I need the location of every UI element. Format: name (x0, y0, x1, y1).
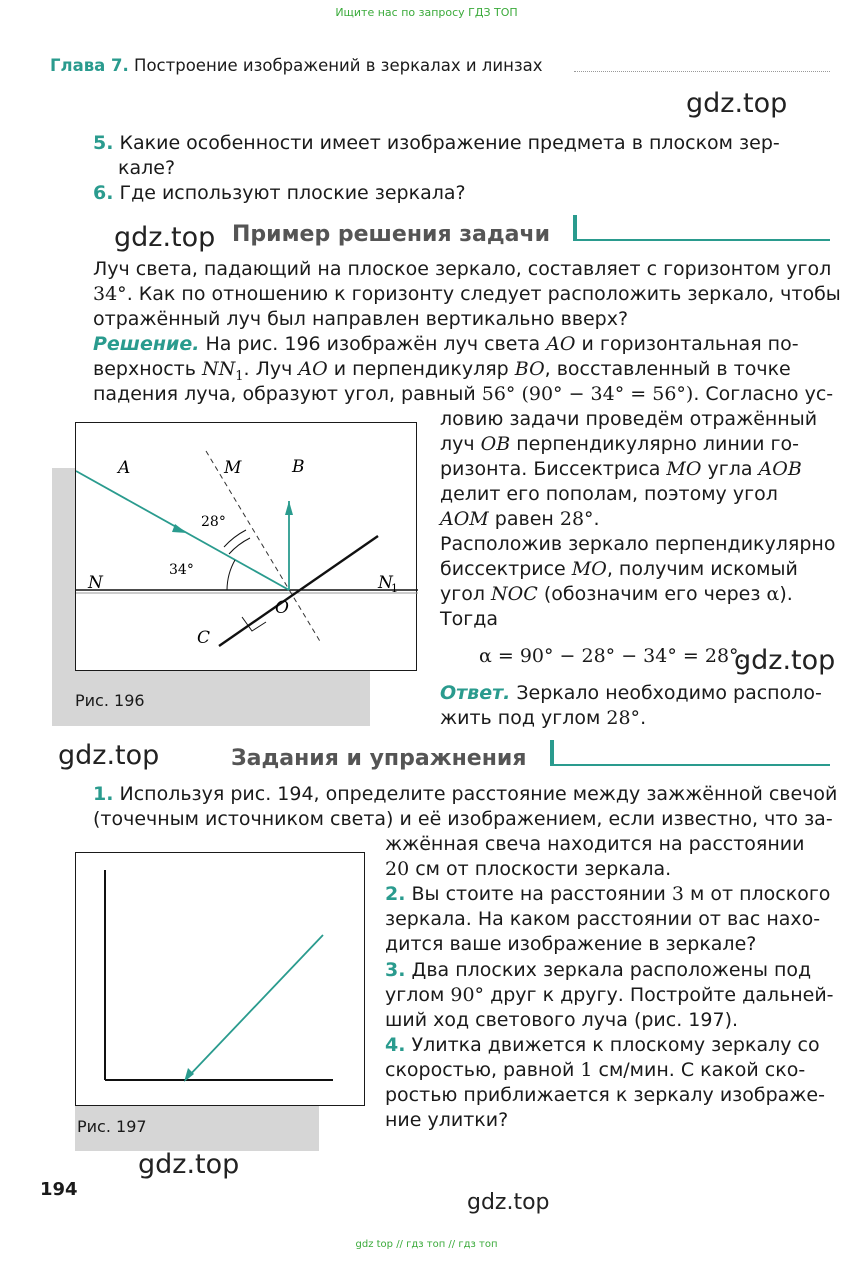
label-A: A (118, 458, 131, 478)
solution-line11: угол NOC (обозначим его через α). (440, 583, 793, 605)
answer-line2: жить под углом 28°. (440, 707, 647, 729)
solution-line3: падения луча, образуют угол, равный 56° (90° − 34° = 56°). Согласно ус- (93, 383, 834, 405)
task-2-line2: зеркала. На каком расстоянии от вас нахо- (385, 908, 821, 930)
section-heading-example: Пример решения задачи (232, 222, 551, 247)
figure-197-diagram (76, 853, 366, 1107)
top-banner: Ищите нас по запросу ГДЗ ТОП (335, 6, 518, 19)
task-1-line2: (точечным источником света) и её изображением, если известно, что за- (93, 808, 833, 830)
solution-line4: ловию задачи проведём отражённый (440, 408, 818, 430)
solution-line8: AOM равен 28°. (440, 508, 600, 530)
question-6: 6. Где используют плоские зеркала? (93, 182, 466, 204)
task-2-line3: дится ваше изображение в зеркале? (385, 933, 757, 955)
chapter-number: Глава 7. (50, 56, 129, 75)
task-4-line1: 4. Улитка движется к плоскому зеркалу со (385, 1034, 820, 1056)
solution-line1: Решение. На рис. 196 изображён луч света AO и горизонтальная по- (93, 333, 799, 355)
page-number: 194 (40, 1179, 78, 1200)
label-C: C (197, 628, 211, 648)
label-O: O (275, 598, 289, 618)
task-3-line3: ший ход светового луча (рис. 197). (385, 1009, 739, 1031)
task-4-line4: ние улитки? (385, 1109, 509, 1131)
figure-196-caption: Рис. 196 (75, 691, 145, 710)
problem-line3: отражённый луч был направлен вертикально вверх? (93, 308, 629, 330)
section-heading-tasks: Задания и упражнения (231, 746, 527, 771)
angle-28-arc2 (229, 538, 250, 554)
watermark: gdz.top (138, 1149, 240, 1180)
task-3-line1: 3. Два плоских зеркала расположены под (385, 959, 812, 981)
problem-line2: 34°. Как по отношению к горизонту следует расположить зеркало, чтобы (93, 283, 841, 305)
figure-197-caption: Рис. 197 (77, 1117, 147, 1136)
solution-formula: α = 90° − 28° − 34° = 28°. (479, 645, 745, 667)
label-N1-sub: 1 (391, 582, 398, 595)
label-N: N (88, 573, 103, 593)
light-ray (186, 935, 323, 1079)
figure-196-diagram (76, 423, 418, 672)
task-3-line2: углом 90° друг к другу. Постройте дальней- (385, 984, 834, 1006)
angle-34-arc (227, 560, 235, 590)
problem-line1: Луч света, падающий на плоское зеркало, составляет с горизонтом угол (93, 258, 832, 280)
label-angle-28: 28° (201, 514, 226, 530)
solution-line2: верхность $NN_1$. Луч AO и перпендикуляр BO, восставленный в точке (93, 358, 791, 384)
answer-line1: Ответ. Зеркало необходимо располо- (440, 682, 822, 704)
solution-line12: Тогда (440, 608, 498, 630)
watermark: gdz.top (467, 1190, 550, 1215)
section-bar (550, 740, 830, 766)
label-angle-34: 34° (169, 562, 194, 578)
solution-line10: биссектрисе MO, получим искомый (440, 558, 798, 580)
task-1-line4: 20 см от плоскости зеркала. (385, 858, 672, 880)
chapter-rule (574, 71, 830, 72)
solution-line7: делит его пополам, поэтому угол (440, 483, 778, 505)
solution-line6: ризонта. Биссектриса MO угла AOB (440, 458, 802, 480)
task-2-line1: 2. Вы стоите на расстоянии 3 м от плоского (385, 883, 831, 905)
label-M: M (224, 458, 242, 478)
watermark: gdz.top (734, 645, 836, 676)
question-5-line2: кале? (118, 157, 176, 179)
section-bar (573, 215, 830, 241)
task-4-line3: ростью приближается к зеркалу изображе- (385, 1084, 825, 1106)
mirror-line (219, 536, 378, 646)
question-5-line1: 5. Какие особенности имеет изображение предмета в плоском зер- (93, 132, 780, 154)
task-4-line2: скоростью, равной 1 см/мин. С какой ско- (385, 1059, 806, 1081)
chapter-title: Построение изображений в зеркалах и линзах (128, 56, 543, 75)
angle-28-arc (224, 530, 246, 547)
solution-line9: Расположив зеркало перпендикулярно (440, 533, 836, 555)
solution-line5: луч OB перпендикулярно линии го- (440, 433, 799, 455)
chapter-header (50, 56, 830, 75)
figure-196 (75, 422, 417, 671)
watermark: gdz.top (58, 740, 160, 771)
reflected-arrow (285, 501, 293, 515)
label-B: B (292, 457, 305, 477)
task-1-line3: жжённая свеча находится на расстоянии (385, 833, 805, 855)
watermark: gdz.top (114, 222, 216, 253)
bottom-banner: gdz top // гдз топ // гдз топ (355, 1239, 498, 1250)
watermark: gdz.top (686, 88, 788, 119)
figure-197 (75, 852, 365, 1106)
task-1-line1: 1. Используя рис. 194, определите расстояние между зажжённой свечой (93, 783, 838, 805)
label-N1: N (378, 573, 393, 593)
